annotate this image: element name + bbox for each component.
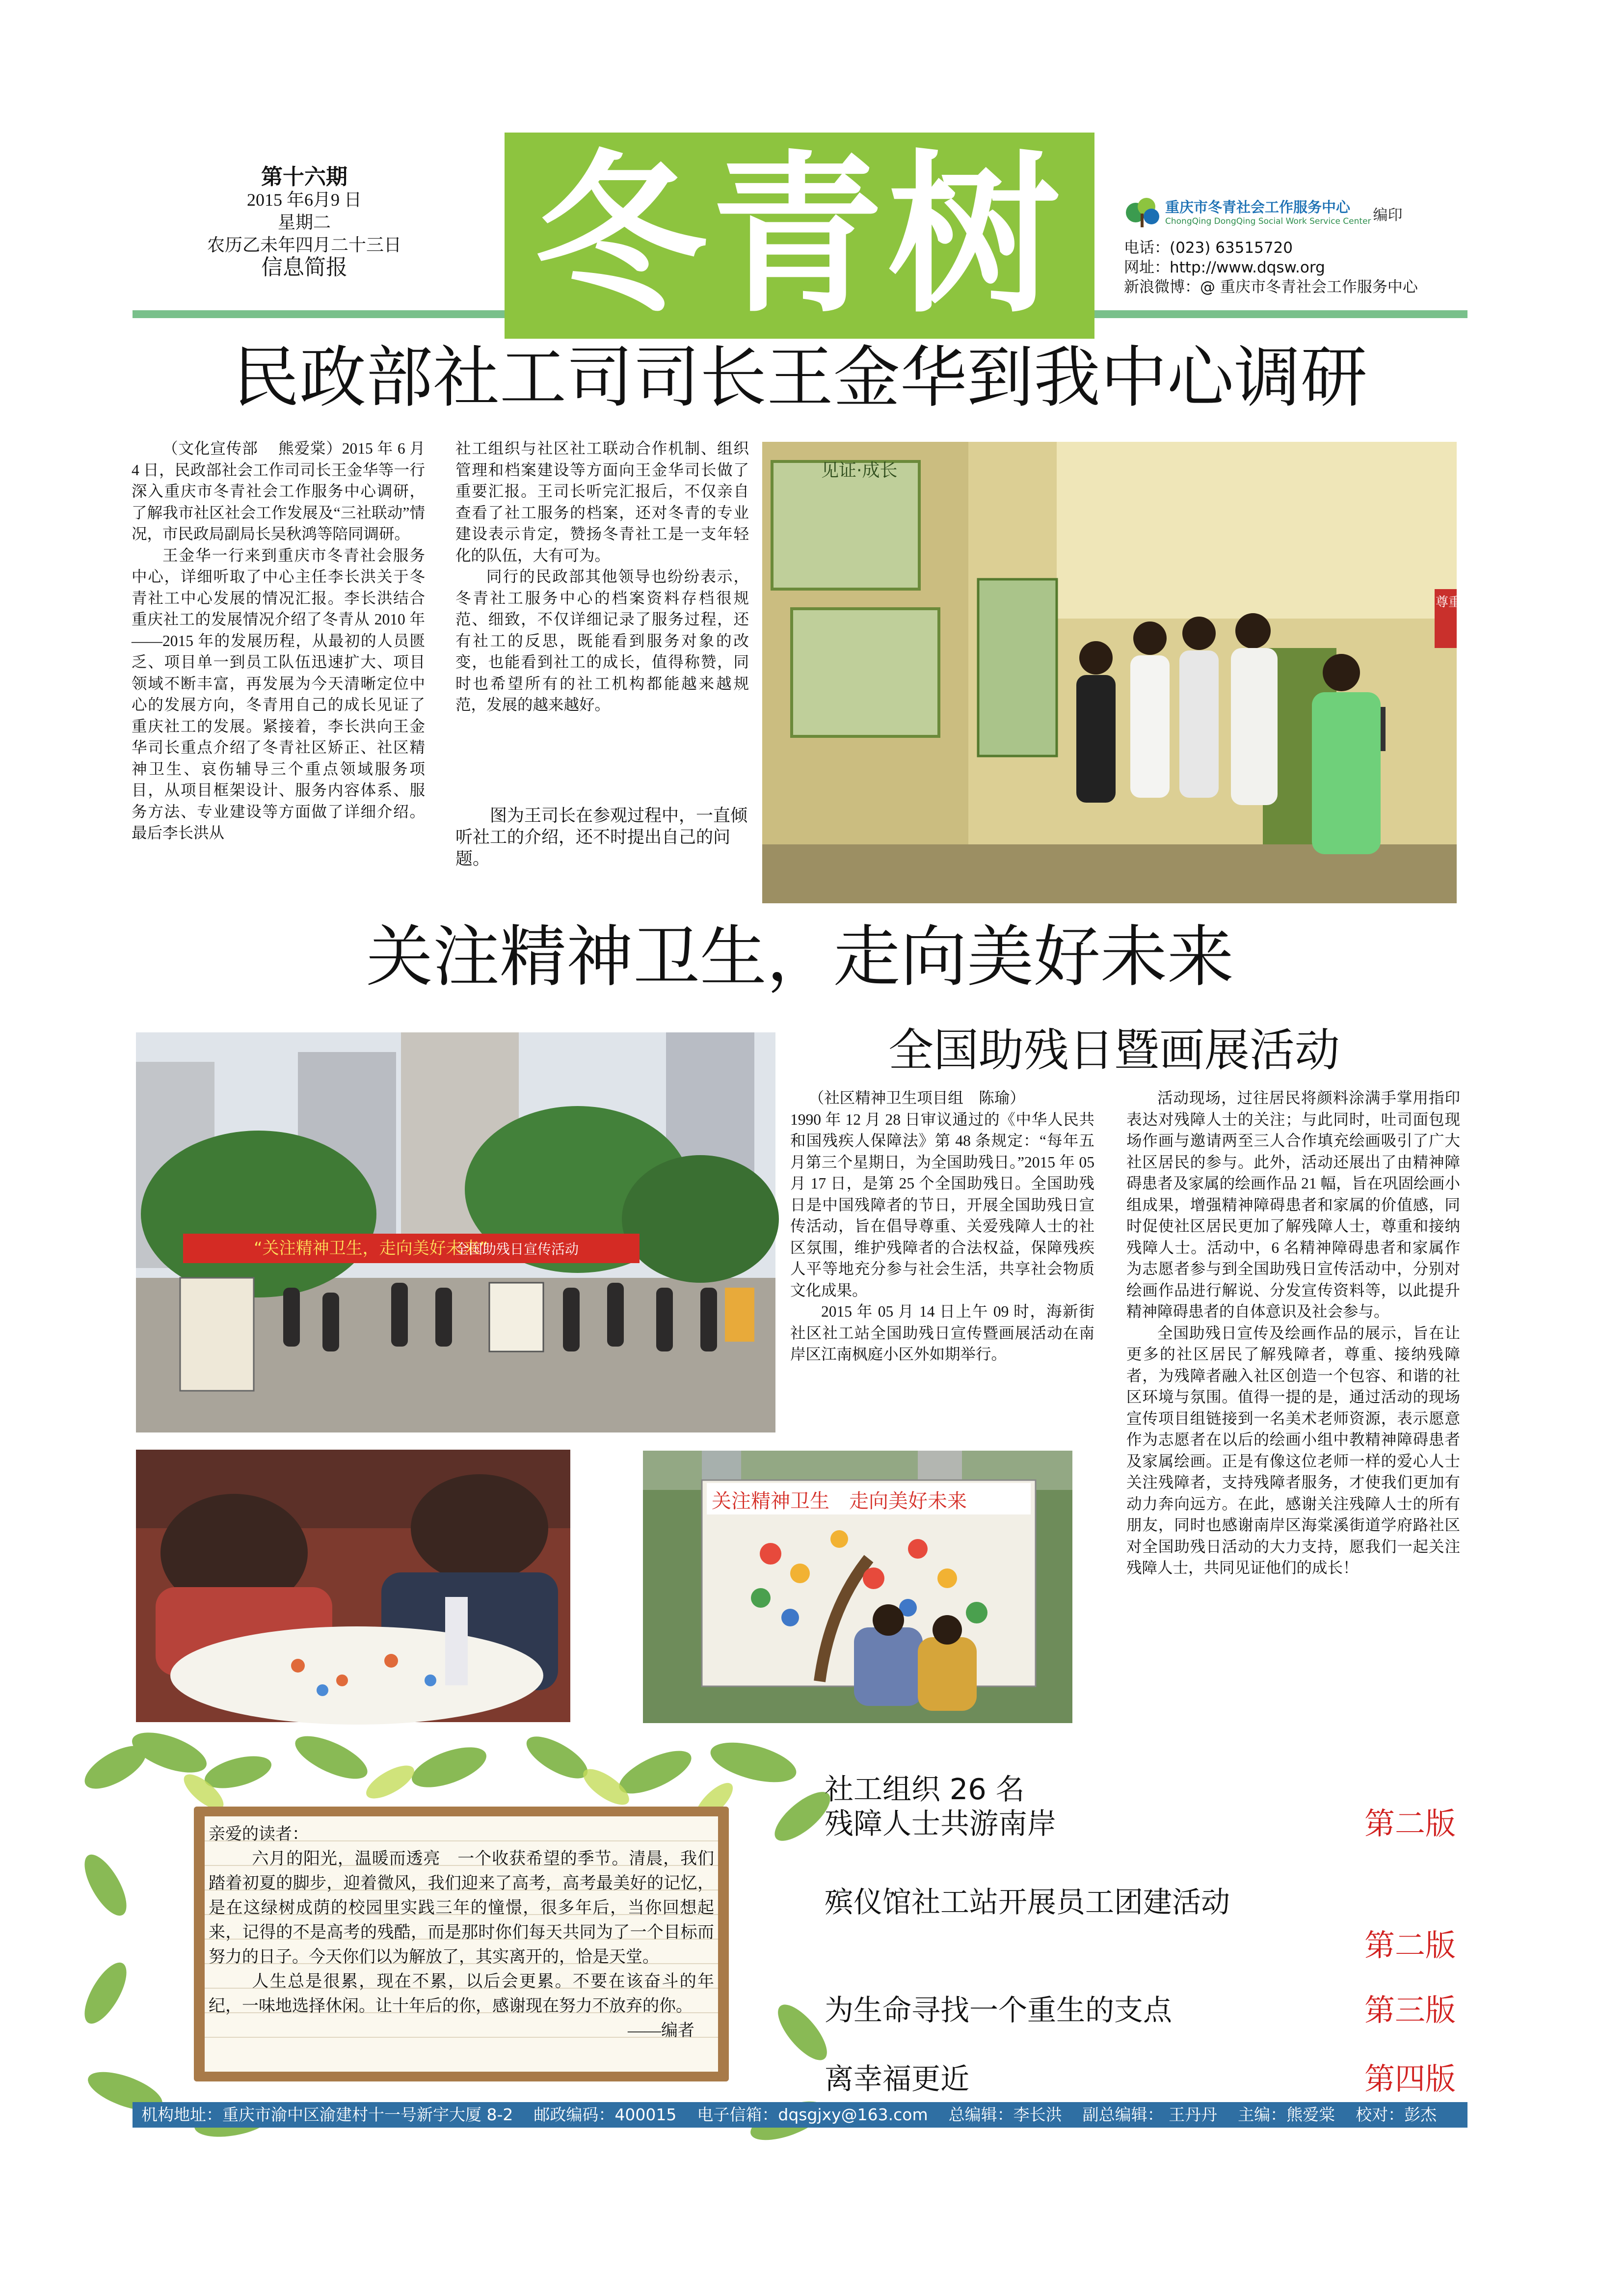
article1-paragraph: （文化宣传部 熊爱棠）2015 年 6 月 4 日，民政部社会工作司司长王金华等一行深入重庆市冬青社会工作服务中心调研，了解我市社区社会工作发展及“三社联动”情况，市民政局副局长吴秋鸿等陪同调研。 <box>132 440 425 542</box>
banner-text: “关注精神卫生，走向美好未来” <box>254 1239 488 1258</box>
article2-paragraph: 1990 年 12 月 28 日审议通过的《中华人民共和国残疾人保障法》第 48 条规定：“每年五月第三个星期日，为全国助残日。”2015 年 05 月 17 日，是第 25 个全国助残日。全国助残日是中国残障者的节日，开展全国助残日宣传活动，旨在倡导尊重、关爱残障人士的社区氛围，维护残障者的合法权益，保障残疾人平等地充分参与社会生活，共享社会物质文化成果。 <box>790 1110 1094 1299</box>
photo-sign-text: 见证·成长 <box>821 460 898 481</box>
masthead-logo <box>505 133 1094 339</box>
toc-item-3-title[interactable]: 为生命寻找一个重生的支点 <box>825 1993 1173 2027</box>
article2-headline: 关注精神卫生，走向美好未来 <box>366 918 1234 996</box>
banner-text: 全国助残日宣传活动 <box>455 1241 579 1257</box>
footer-bar <box>133 2102 1467 2128</box>
footer-email[interactable]: 电子信箱：dqsgjxy@163.com <box>697 2105 928 2124</box>
toc-item-3-page[interactable]: 第三版 <box>1364 1992 1456 2028</box>
footer-zip: 邮政编码：400015 <box>533 2105 677 2124</box>
article2-byline: （社区精神卫生项目组 陈瑜） <box>808 1089 1025 1107</box>
issue-info <box>196 166 412 279</box>
exhibition-photo-illustration <box>136 1032 775 1432</box>
issue-lunar-date: 农历乙未年四月二十三日 <box>207 235 401 255</box>
letter-to-readers <box>209 1822 714 2043</box>
contact-website[interactable]: 网址：http://www.dqsw.org <box>1124 259 1325 276</box>
footer-editor: 主编：熊爱棠 <box>1238 2105 1335 2124</box>
photo-sign-text: 尊重 <box>1436 595 1462 610</box>
publisher-name: 重庆市冬青社会工作服务中心 <box>1165 198 1351 216</box>
issue-type: 信息简报 <box>261 255 347 280</box>
footer-chief-editor: 总编辑：李长洪 <box>948 2105 1062 2124</box>
issue-number: 第十六期 <box>261 165 347 189</box>
footer-address: 机构地址：重庆市渝中区渝建村十一号新宇大厦 8-2 <box>141 2105 513 2124</box>
article2-paragraph: 2015 年 05 月 14 日上午 09 时，海新街社区社工站全国助残日宣传暨画展活动在南岸区江南枫庭小区外如期举行。 <box>790 1303 1094 1363</box>
letter-signature: ——编者 <box>628 2022 694 2040</box>
article1-paragraph: 社工组织与社区社工联动合作机制、组织管理和档案建设等方面向王金华司长做了重要汇报。王司长听完汇报后，不仅亲自查看了社工服务的档案，还对冬青的专业建设表示肯定，赞扬冬青社工是一支年轻化的队伍，大有可为。 <box>455 440 749 564</box>
toc-title-line: 残障人士共游南岸 <box>825 1807 1057 1840</box>
visit-photo-illustration <box>762 442 1462 903</box>
publisher-logo-icon <box>1124 194 1161 228</box>
letter-paragraph: 人生总是很累，现在不累，以后会更累。不要在该奋斗的年纪，一味地选择休闲。让十年后的你，感谢现在努力不放弃的你。 <box>209 1972 714 2015</box>
toc-item-1-title[interactable] <box>825 1772 1266 1841</box>
article2-photo-exhibition <box>136 1032 775 1432</box>
footer-proofreader: 校对：彭杰 <box>1356 2105 1437 2124</box>
toc-item-2-page[interactable]: 第二版 <box>1364 1927 1456 1963</box>
article1-photo-caption: 图为王司长在参观过程中，一直倾听社工的介绍，还不时提出自己的问题。 <box>455 806 748 869</box>
banner-text: 关注精神卫生 走向美好未来 <box>712 1490 967 1513</box>
article1-photo <box>762 442 1462 903</box>
footer-deputy-editor: 副总编辑： 王丹丹 <box>1082 2105 1218 2124</box>
article2-photo-handprint-wall <box>643 1451 1072 1723</box>
toc-title-line: 社工组织 26 名 <box>825 1772 1025 1806</box>
issue-date: 2015 年6月9 日 <box>246 190 362 210</box>
publisher-info <box>1124 194 1467 297</box>
letter-salutation: 亲爱的读者： <box>209 1825 309 1843</box>
article2-photo-painting <box>136 1450 570 1722</box>
letter-paragraph: 六月的阳光，温暖而透亮 一个收获希望的季节。清晨，我们踏着初夏的脚步，迎着微风，我们迎来了高考，高考最美好的记忆，是在这绿树成荫的校园里实践三年的憧憬，很多年后，当你回想起来，记得的不是高考的残酷，而是那时你们每天共同为了一个目标而努力的日子。今天你们以为解放了，其实离开的，恰是天堂。 <box>209 1850 714 1966</box>
article1-paragraph: 同行的民政部其他领导也纷纷表示，冬青社工服务中心的档案资料存档很规范、细致，不仅详细记录了服务过程，还有社工的反思，既能看到服务对象的改变，也能看到社工的成长，值得称赞，同时也希望所有的社工机构都能越来越规范，发展的越来越好。 <box>455 568 749 713</box>
article1-column-2 <box>455 438 749 716</box>
article2-subhead: 全国助残日暨画展活动 <box>888 1024 1340 1077</box>
article1-paragraph: 王金华一行来到重庆市冬青社会服务中心，详细听取了中心主任李长洪关于冬青社工中心发展的情况汇报。李长洪结合重庆社工的发展情况介绍了冬青从 2010 年——2015 年的发展历程，从最初的人员匮乏、项目单一到员工队伍迅速扩大、项目领域不断丰富，再发展为今天清晰定位中心的发展方向，冬青用自己的成长见证了重庆社工的发展。紧接着，李长洪向王金华司长重点介绍了冬青社区矫正、社区精神卫生、哀伤辅导三个重点领域服务项目，从项目框架设计、服务内容体系、服务方法、专业建设等方面做了详细介绍。最后李长洪从 <box>132 546 425 841</box>
issue-weekday: 星期二 <box>277 213 331 232</box>
contact-phone: 电话：(023) 63515720 <box>1124 239 1293 257</box>
toc-item-4-title[interactable]: 离幸福更近 <box>825 2062 970 2096</box>
article2-paragraph: 全国助残日宣传及绘画作品的展示，旨在让更多的社区居民了解残障者，尊重、接纳残障者，为残障者融入社区创造一个包容、和谐的社区环境与氛围。值得一提的是，通过活动的现场宣传项目组链接到一名美术老师资源，表示愿意作为志愿者在以后的绘画小组中教精神障碍患者及家属绘画。正是有像这位老师一样的爱心人士关注残障者，支持残障者服务，才使我们更加有动力奔向远方。在此，感谢关注残障人士的所有朋友，同时也感谢南岸区海棠溪街道学府路社区对全国助残日活动的大力支持，愿我们一起关注残障人士，共同见证他们的成长！ <box>1126 1324 1460 1576</box>
toc-item-1-page[interactable]: 第二版 <box>1364 1806 1456 1841</box>
article1-column-1 <box>132 438 425 844</box>
handprint-photo-illustration <box>643 1451 1072 1723</box>
article2-column-2 <box>1126 1087 1460 1579</box>
painting-photo-illustration <box>136 1450 570 1722</box>
print-note: 编印 <box>1373 207 1403 224</box>
article2-column-1 <box>790 1087 1094 1365</box>
article2-paragraph: 活动现场，过往居民将颜料涂满手掌用指印表达对残障人士的关注；与此同时，吐司面包现场作画与邀请两至三人合作填充绘画吸引了广大社区居民的参与。此外，活动还展出了由精神障碍患者及家属的绘画作品 21 幅，旨在巩固绘画小组成果，增强精神障碍患者和家属的价值感，同时促使社区居民更加了解残障人士，尊重和接纳残障人士。活动中，6 名精神障碍患者和家属作为志愿者参与到全国助残日宣传活动中，分别对绘画作品进行解说、分发宣传资料等，以此提升精神障碍患者的自体意识及社会参与。 <box>1126 1089 1460 1320</box>
article1-headline: 民政部社工司司长王金华到我中心调研 <box>233 339 1367 417</box>
masthead-title: 冬青树 <box>534 135 1065 336</box>
publisher-name-en: ChongQing DongQing Social Work Service Center <box>1165 216 1371 226</box>
toc-item-2-title[interactable]: 殡仪馆社工站开展员工团建活动 <box>825 1885 1230 1919</box>
toc-item-4-page[interactable]: 第四版 <box>1364 2061 1456 2097</box>
contact-weibo: 新浪微博：@ 重庆市冬青社会工作服务中心 <box>1124 278 1418 296</box>
